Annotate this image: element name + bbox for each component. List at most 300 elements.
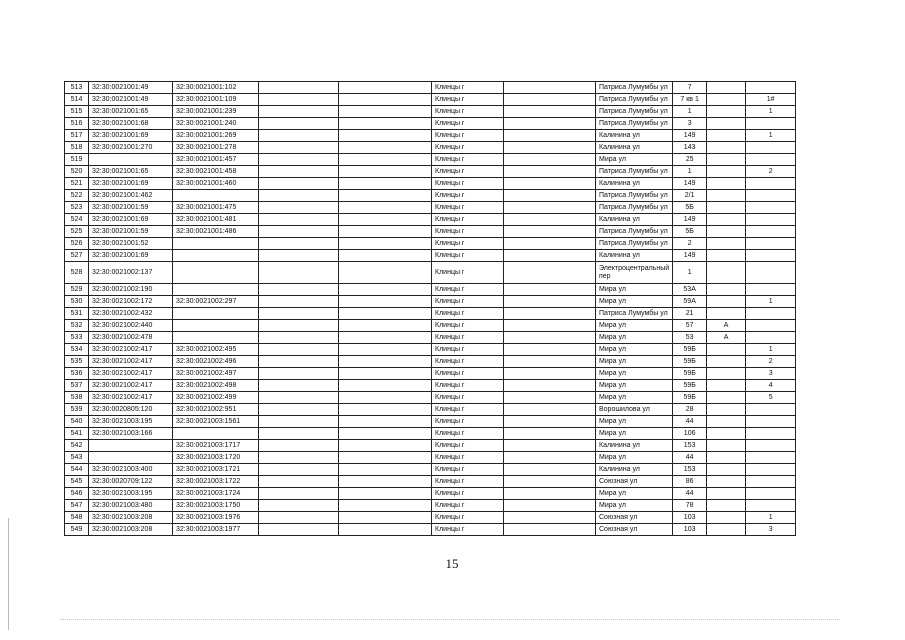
building-letter-cell [707,308,746,320]
empty-cell [504,250,596,262]
cadastral-number-cell: 32:30:0021003:195 [89,488,173,500]
row-number-cell: 513 [65,82,89,94]
street-cell: Ворошилова ул [596,404,673,416]
apartment-cell [746,404,796,416]
street-cell: Союзная ул [596,524,673,536]
row-number-cell: 539 [65,404,89,416]
empty-cell [259,190,339,202]
cadastral-number-cell: 32:30:0021001:49 [89,94,173,106]
house-cell: 7 кв 1 [673,94,707,106]
city-cell: Клинцы г [432,118,504,130]
cadastral-number-cell: 32:30:0021003:195 [89,416,173,428]
premises-cadastral-cell [173,262,259,284]
building-letter-cell: А [707,332,746,344]
empty-cell [504,82,596,94]
empty-cell [504,524,596,536]
cadastral-number-cell: 32:30:0021002:417 [89,356,173,368]
row-number-cell: 541 [65,428,89,440]
row-number-cell: 543 [65,452,89,464]
table-row [65,428,796,440]
city-cell: Клинцы г [432,284,504,296]
empty-cell [339,250,432,262]
city-cell: Клинцы г [432,106,504,118]
empty-cell [504,190,596,202]
city-cell: Клинцы г [432,368,504,380]
house-cell: 21 [673,308,707,320]
street-cell: Калинина ул [596,464,673,476]
empty-cell [259,320,339,332]
table-row [65,488,796,500]
city-cell: Клинцы г [432,404,504,416]
city-cell: Клинцы г [432,262,504,284]
apartment-cell [746,320,796,332]
house-cell: 25 [673,154,707,166]
table-row [65,416,796,428]
cadastral-number-cell: 32:30:0021003:208 [89,512,173,524]
empty-cell [339,226,432,238]
building-letter-cell [707,202,746,214]
row-number-cell: 546 [65,488,89,500]
empty-cell [504,226,596,238]
house-cell: 149 [673,178,707,190]
city-cell: Клинцы г [432,428,504,440]
city-cell: Клинцы г [432,476,504,488]
empty-cell [339,178,432,190]
street-cell: Мира ул [596,356,673,368]
empty-cell [504,296,596,308]
house-cell: 5Б [673,226,707,238]
house-cell: 59Б [673,380,707,392]
row-number-cell: 517 [65,130,89,142]
street-cell: Мира ул [596,488,673,500]
house-cell: 59А [673,296,707,308]
table-row [65,380,796,392]
city-cell: Клинцы г [432,416,504,428]
apartment-cell [746,332,796,344]
city-cell: Клинцы г [432,296,504,308]
table-row [65,284,796,296]
apartment-cell: 2 [746,356,796,368]
empty-cell [339,452,432,464]
building-letter-cell [707,166,746,178]
building-letter-cell [707,82,746,94]
empty-cell [259,202,339,214]
street-cell: Патриса Лумумбы ул [596,238,673,250]
city-cell: Клинцы г [432,190,504,202]
street-cell: Мира ул [596,296,673,308]
building-letter-cell [707,296,746,308]
empty-cell [339,464,432,476]
house-cell: 103 [673,524,707,536]
empty-cell [339,202,432,214]
empty-cell [504,154,596,166]
premises-cadastral-cell [173,284,259,296]
street-cell: Калинина ул [596,178,673,190]
table-row [65,154,796,166]
cadastral-number-cell: 32:30:0021001:59 [89,226,173,238]
cadastral-number-cell: 32:30:0020709:122 [89,476,173,488]
building-letter-cell [707,476,746,488]
row-number-cell: 549 [65,524,89,536]
house-cell: 53 [673,332,707,344]
street-cell: Мира ул [596,320,673,332]
apartment-cell [746,226,796,238]
house-cell: 153 [673,464,707,476]
cadastral-number-cell: 32:30:0021002:417 [89,380,173,392]
street-cell: Мира ул [596,284,673,296]
empty-cell [339,296,432,308]
cadastral-number-cell: 32:30:0021001:270 [89,142,173,154]
row-number-cell: 516 [65,118,89,130]
table-row [65,296,796,308]
table-row [65,142,796,154]
scan-bottom-dots [60,619,840,620]
table-row [65,130,796,142]
apartment-cell: 4 [746,380,796,392]
premises-cadastral-cell: 32:30:0021003:1717 [173,440,259,452]
cadastral-number-cell: 32:30:0021002:190 [89,284,173,296]
table-row [65,500,796,512]
empty-cell [504,392,596,404]
row-number-cell: 523 [65,202,89,214]
empty-cell [504,284,596,296]
street-cell: Калинина ул [596,250,673,262]
row-number-cell: 515 [65,106,89,118]
row-number-cell: 532 [65,320,89,332]
row-number-cell: 518 [65,142,89,154]
empty-cell [259,166,339,178]
apartment-cell: 1 [746,130,796,142]
apartment-cell [746,154,796,166]
empty-cell [339,416,432,428]
house-cell: 86 [673,476,707,488]
premises-cadastral-cell: 32:30:0021003:1721 [173,464,259,476]
table-row [65,106,796,118]
empty-cell [339,284,432,296]
premises-cadastral-cell: 32:30:0021001:109 [173,94,259,106]
city-cell: Клинцы г [432,512,504,524]
empty-cell [504,202,596,214]
table-row [65,320,796,332]
house-cell: 2/1 [673,190,707,202]
cadastral-number-cell: 32:30:0021003:400 [89,464,173,476]
empty-cell [259,392,339,404]
premises-cadastral-cell: 32:30:0021002:496 [173,356,259,368]
empty-cell [259,118,339,130]
cadastral-number-cell: 32:30:0021001:69 [89,250,173,262]
apartment-cell [746,500,796,512]
empty-cell [259,440,339,452]
empty-cell [259,94,339,106]
empty-cell [339,356,432,368]
empty-cell [259,308,339,320]
empty-cell [504,308,596,320]
cadastral-number-cell: 32:30:0021002:137 [89,262,173,284]
empty-cell [259,512,339,524]
empty-cell [504,368,596,380]
city-cell: Клинцы г [432,500,504,512]
table-row [65,524,796,536]
house-cell: 149 [673,250,707,262]
house-cell: 53А [673,284,707,296]
empty-cell [504,356,596,368]
apartment-cell [746,428,796,440]
street-cell: Патриса Лумумбы ул [596,106,673,118]
street-cell: Патриса Лумумбы ул [596,166,673,178]
apartment-cell: 1 [746,512,796,524]
house-cell: 5Б [673,202,707,214]
row-number-cell: 528 [65,262,89,284]
building-letter-cell [707,226,746,238]
empty-cell [339,106,432,118]
city-cell: Клинцы г [432,154,504,166]
empty-cell [339,166,432,178]
empty-cell [259,404,339,416]
empty-cell [339,368,432,380]
empty-cell [339,404,432,416]
table-row [65,452,796,464]
city-cell: Клинцы г [432,356,504,368]
street-cell: Калинина ул [596,440,673,452]
house-cell: 59Б [673,368,707,380]
empty-cell [259,500,339,512]
empty-cell [259,284,339,296]
street-cell: Мира ул [596,416,673,428]
empty-cell [504,142,596,154]
premises-cadastral-cell [173,320,259,332]
table-row [65,440,796,452]
city-cell: Клинцы г [432,452,504,464]
cadastral-number-cell: 32:30:0021002:417 [89,368,173,380]
empty-cell [339,82,432,94]
cadastral-number-cell: 32:30:0021001:65 [89,106,173,118]
empty-cell [504,130,596,142]
empty-cell [339,154,432,166]
house-cell: 143 [673,142,707,154]
empty-cell [259,356,339,368]
building-letter-cell [707,154,746,166]
empty-cell [504,416,596,428]
apartment-cell [746,238,796,250]
street-cell: Мира ул [596,368,673,380]
empty-cell [259,416,339,428]
table-body [65,82,796,536]
house-cell: 57 [673,320,707,332]
empty-cell [259,130,339,142]
city-cell: Клинцы г [432,238,504,250]
empty-cell [504,440,596,452]
premises-cadastral-cell [173,250,259,262]
empty-cell [259,226,339,238]
house-cell: 153 [673,440,707,452]
row-number-cell: 530 [65,296,89,308]
empty-cell [339,262,432,284]
table-row [65,332,796,344]
empty-cell [259,332,339,344]
apartment-cell: 1 [746,106,796,118]
empty-cell [259,106,339,118]
premises-cadastral-cell: 32:30:0021001:240 [173,118,259,130]
house-cell: 149 [673,130,707,142]
street-cell: Мира ул [596,154,673,166]
premises-cadastral-cell: 32:30:0021001:458 [173,166,259,178]
apartment-cell [746,452,796,464]
empty-cell [259,214,339,226]
cadastral-number-cell: 32:30:0021002:417 [89,392,173,404]
building-letter-cell [707,368,746,380]
premises-cadastral-cell: 32:30:0021001:481 [173,214,259,226]
apartment-cell [746,262,796,284]
empty-cell [339,380,432,392]
table-row [65,118,796,130]
cadastral-number-cell: 32:30:0021003:208 [89,524,173,536]
empty-cell [339,488,432,500]
premises-cadastral-cell: 32:30:0021001:457 [173,154,259,166]
city-cell: Клинцы г [432,332,504,344]
house-cell: 44 [673,488,707,500]
street-cell: Союзная ул [596,476,673,488]
premises-cadastral-cell: 32:30:0021001:239 [173,106,259,118]
empty-cell [339,94,432,106]
cadastral-number-cell [89,154,173,166]
apartment-cell [746,202,796,214]
empty-cell [339,392,432,404]
empty-cell [259,238,339,250]
city-cell: Клинцы г [432,226,504,238]
house-cell: 103 [673,512,707,524]
premises-cadastral-cell [173,332,259,344]
row-number-cell: 514 [65,94,89,106]
premises-cadastral-cell: 32:30:0021003:1977 [173,524,259,536]
premises-cadastral-cell: 32:30:0021003:1976 [173,512,259,524]
house-cell: 1 [673,106,707,118]
apartment-cell [746,440,796,452]
cadastral-number-cell: 32:30:0021002:417 [89,344,173,356]
street-cell: Калинина ул [596,214,673,226]
building-letter-cell [707,440,746,452]
empty-cell [504,488,596,500]
premises-cadastral-cell: 32:30:0021003:1561 [173,416,259,428]
empty-cell [339,142,432,154]
table-row [65,238,796,250]
street-cell: Мира ул [596,332,673,344]
premises-cadastral-cell: 32:30:0021002:497 [173,368,259,380]
empty-cell [339,214,432,226]
cadastral-number-cell: 32:30:0021002:172 [89,296,173,308]
apartment-cell [746,178,796,190]
premises-cadastral-cell: 32:30:0021001:475 [173,202,259,214]
city-cell: Клинцы г [432,166,504,178]
empty-cell [504,94,596,106]
building-letter-cell [707,404,746,416]
apartment-cell: 1# [746,94,796,106]
premises-cadastral-cell: 32:30:0021001:486 [173,226,259,238]
row-number-cell: 534 [65,344,89,356]
apartment-cell [746,214,796,226]
row-number-cell: 540 [65,416,89,428]
street-cell: Калинина ул [596,130,673,142]
empty-cell [504,166,596,178]
empty-cell [259,262,339,284]
apartment-cell [746,284,796,296]
empty-cell [339,476,432,488]
street-cell: Патриса Лумумбы ул [596,190,673,202]
table-row [65,262,796,284]
cadastral-number-cell: 32:30:0021001:59 [89,202,173,214]
apartment-cell [746,464,796,476]
city-cell: Клинцы г [432,94,504,106]
street-cell: Патриса Лумумбы ул [596,82,673,94]
city-cell: Клинцы г [432,380,504,392]
apartment-cell: 1 [746,344,796,356]
building-letter-cell [707,262,746,284]
row-number-cell: 526 [65,238,89,250]
empty-cell [504,106,596,118]
house-cell: 78 [673,500,707,512]
building-letter-cell [707,380,746,392]
empty-cell [339,344,432,356]
street-cell: Патриса Лумумбы ул [596,118,673,130]
empty-cell [339,512,432,524]
empty-cell [259,464,339,476]
row-number-cell: 522 [65,190,89,202]
city-cell: Клинцы г [432,308,504,320]
building-letter-cell [707,488,746,500]
empty-cell [259,428,339,440]
building-letter-cell [707,106,746,118]
empty-cell [504,118,596,130]
table-row [65,94,796,106]
building-letter-cell [707,392,746,404]
table-row [65,404,796,416]
table-row [65,190,796,202]
city-cell: Клинцы г [432,130,504,142]
empty-cell [259,524,339,536]
building-letter-cell [707,428,746,440]
row-number-cell: 537 [65,380,89,392]
apartment-cell [746,308,796,320]
premises-cadastral-cell: 32:30:0021001:460 [173,178,259,190]
empty-cell [504,214,596,226]
house-cell: 59Б [673,344,707,356]
premises-cadastral-cell: 32:30:0021002:297 [173,296,259,308]
empty-cell [259,250,339,262]
cadastral-number-cell: 32:30:0021001:69 [89,178,173,190]
empty-cell [339,130,432,142]
empty-cell [259,142,339,154]
apartment-cell: 5 [746,392,796,404]
table-row [65,464,796,476]
table-row [65,476,796,488]
empty-cell [339,238,432,250]
building-letter-cell [707,512,746,524]
city-cell: Клинцы г [432,440,504,452]
empty-cell [504,320,596,332]
table-row [65,202,796,214]
street-cell: Патриса Лумумбы ул [596,202,673,214]
row-number-cell: 527 [65,250,89,262]
street-cell: Калинина ул [596,142,673,154]
table-row [65,392,796,404]
street-cell: Союзная ул [596,512,673,524]
street-cell: Мира ул [596,380,673,392]
empty-cell [259,344,339,356]
empty-cell [504,428,596,440]
table-row [65,368,796,380]
cadastral-number-cell: 32:30:0021001:69 [89,130,173,142]
empty-cell [339,428,432,440]
empty-cell [504,464,596,476]
